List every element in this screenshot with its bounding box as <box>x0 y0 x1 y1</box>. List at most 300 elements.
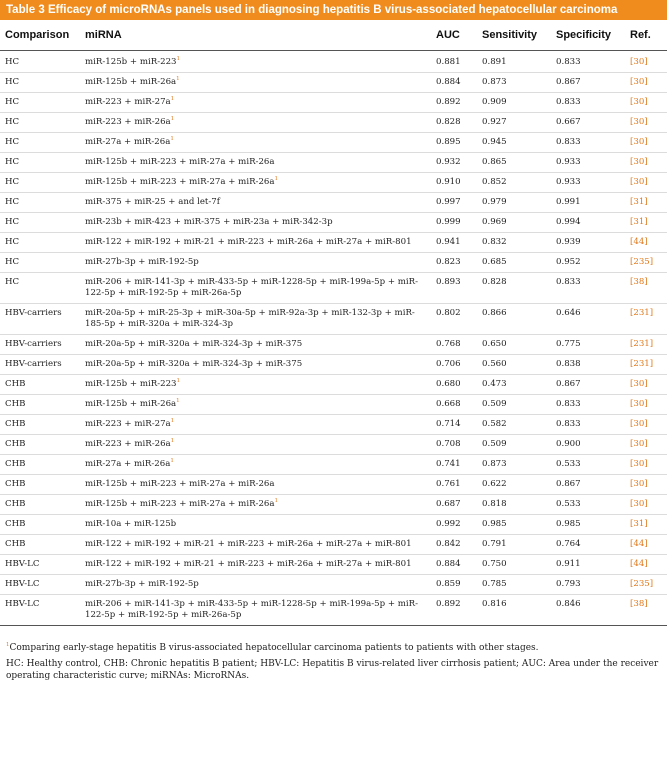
comparison-cell-text: HC <box>5 177 20 187</box>
ref-link[interactable] <box>625 435 667 455</box>
sensitivity-cell <box>477 73 551 93</box>
sensitivity-cell-text: 0.560 <box>482 359 507 369</box>
ref-link[interactable] <box>625 73 667 93</box>
sensitivity-cell <box>477 253 551 273</box>
efficacy-table <box>0 20 667 626</box>
ref-link[interactable] <box>625 173 667 193</box>
mirna-cell-text: miR-125b + miR-223 + miR-27a + miR-26a <box>85 177 275 187</box>
comparison-cell-text: HC <box>5 157 20 167</box>
auc-cell <box>431 415 477 435</box>
mirna-cell-text: miR-125b + miR-223 <box>85 379 177 389</box>
comparison-cell <box>0 375 80 395</box>
ref-link-text: [30] <box>630 177 648 187</box>
ref-link[interactable] <box>625 304 667 335</box>
sensitivity-cell-text: 0.979 <box>482 197 507 207</box>
auc-cell <box>431 113 477 133</box>
specificity-cell <box>551 595 625 626</box>
specificity-cell-text: 0.991 <box>556 197 581 207</box>
sensitivity-cell <box>477 555 551 575</box>
comparison-cell-text: HC <box>5 117 20 127</box>
ref-link-text: [30] <box>630 137 648 147</box>
comparison-cell <box>0 193 80 213</box>
table-row <box>0 575 667 595</box>
ref-link-text: [231] <box>630 308 654 318</box>
sensitivity-cell-text: 0.945 <box>482 137 507 147</box>
sensitivity-cell <box>477 435 551 455</box>
header-comparison: Comparison <box>0 20 80 51</box>
specificity-cell-text: 0.764 <box>556 539 581 549</box>
ref-link[interactable] <box>625 273 667 304</box>
mirna-cell-text: miR-27a + miR-26a <box>85 137 171 147</box>
sensitivity-cell-text: 0.866 <box>482 308 507 318</box>
auc-cell-text: 0.884 <box>436 77 461 87</box>
auc-cell <box>431 475 477 495</box>
specificity-cell-text: 0.867 <box>556 479 581 489</box>
sensitivity-cell <box>477 375 551 395</box>
auc-cell-text: 0.941 <box>436 237 461 247</box>
comparison-cell <box>0 335 80 355</box>
comparison-cell-text: CHB <box>5 539 26 549</box>
mirna-cell-text: miR-125b + miR-223 <box>85 57 177 67</box>
specificity-cell <box>551 475 625 495</box>
comparison-cell <box>0 233 80 253</box>
mirna-cell <box>80 133 431 153</box>
auc-cell <box>431 193 477 213</box>
sensitivity-cell <box>477 535 551 555</box>
auc-cell <box>431 233 477 253</box>
mirna-cell <box>80 435 431 455</box>
header-auc: AUC <box>431 20 477 51</box>
comparison-cell <box>0 273 80 304</box>
sensitivity-cell-text: 0.969 <box>482 217 507 227</box>
comparison-cell-text: HBV-LC <box>5 599 40 609</box>
sensitivity-cell-text: 0.828 <box>482 277 507 287</box>
specificity-cell <box>551 535 625 555</box>
mirna-cell <box>80 173 431 193</box>
specificity-cell-text: 0.793 <box>556 579 581 589</box>
table-row <box>0 93 667 113</box>
sensitivity-cell-text: 0.509 <box>482 399 507 409</box>
auc-cell-text: 0.828 <box>436 117 461 127</box>
comparison-cell-text: HBV-LC <box>5 579 40 589</box>
auc-cell-text: 0.881 <box>436 57 461 67</box>
mirna-cell <box>80 475 431 495</box>
mirna-cell <box>80 495 431 515</box>
ref-link[interactable] <box>625 555 667 575</box>
specificity-cell-text: 0.900 <box>556 439 581 449</box>
mirna-cell-text: miR-122 + miR-192 + miR-21 + miR-223 + miR-26a + miR-27a + miR-801 <box>85 539 412 549</box>
ref-link-text: [44] <box>630 559 648 569</box>
mirna-cell-text: miR-27a + miR-26a <box>85 459 171 469</box>
footnote-marker: 1 <box>176 76 180 83</box>
footnote-marker: 1 <box>176 56 181 63</box>
sensitivity-cell-text: 0.509 <box>482 439 507 449</box>
specificity-cell-text: 0.867 <box>556 379 581 389</box>
auc-cell <box>431 455 477 475</box>
specificity-cell-text: 0.646 <box>556 308 581 318</box>
ref-link[interactable] <box>625 355 667 375</box>
mirna-cell <box>80 595 431 626</box>
sensitivity-cell <box>477 475 551 495</box>
comparison-cell-text: CHB <box>5 419 26 429</box>
ref-link[interactable] <box>625 575 667 595</box>
comparison-cell <box>0 555 80 575</box>
comparison-cell <box>0 415 80 435</box>
mirna-cell-text: miR-27b-3p + miR-192-5p <box>85 257 199 267</box>
sensitivity-cell-text: 0.891 <box>482 57 507 67</box>
table-title: Table 3 Efficacy of microRNAs panels used in diagnosing hepatitis B virus-associated hepatocellular carcinoma <box>0 0 667 20</box>
auc-cell-text: 0.708 <box>436 439 461 449</box>
footnote-mark: 1 <box>6 642 10 648</box>
mirna-cell <box>80 515 431 535</box>
mirna-cell <box>80 213 431 233</box>
auc-cell <box>431 73 477 93</box>
mirna-cell-text: miR-375 + miR-25 + and let-7f <box>85 197 220 207</box>
ref-link-text: [44] <box>630 539 648 549</box>
table-row <box>0 335 667 355</box>
ref-link[interactable] <box>625 133 667 153</box>
comparison-cell <box>0 595 80 626</box>
specificity-cell-text: 0.533 <box>556 499 581 509</box>
specificity-cell <box>551 555 625 575</box>
comparison-cell <box>0 515 80 535</box>
ref-link[interactable] <box>625 51 667 73</box>
mirna-cell <box>80 113 431 133</box>
comparison-cell <box>0 495 80 515</box>
sensitivity-cell-text: 0.909 <box>482 97 507 107</box>
comparison-cell <box>0 455 80 475</box>
specificity-cell <box>551 395 625 415</box>
table-row <box>0 595 667 626</box>
sensitivity-cell <box>477 575 551 595</box>
specificity-cell <box>551 193 625 213</box>
comparison-cell-text: CHB <box>5 399 26 409</box>
table-row <box>0 515 667 535</box>
table-row <box>0 73 667 93</box>
table-row <box>0 253 667 273</box>
ref-link[interactable] <box>625 515 667 535</box>
comparison-cell-text: CHB <box>5 459 26 469</box>
ref-link-text: [30] <box>630 479 648 489</box>
specificity-cell-text: 0.833 <box>556 137 581 147</box>
ref-link[interactable] <box>625 415 667 435</box>
comparison-cell <box>0 395 80 415</box>
mirna-cell <box>80 253 431 273</box>
specificity-cell-text: 0.533 <box>556 459 581 469</box>
ref-link[interactable] <box>625 253 667 273</box>
mirna-cell-text: miR-27b-3p + miR-192-5p <box>85 579 199 589</box>
sensitivity-cell-text: 0.873 <box>482 459 507 469</box>
mirna-cell-text: miR-125b + miR-223 + miR-27a + miR-26a <box>85 479 275 489</box>
specificity-cell <box>551 153 625 173</box>
specificity-cell <box>551 575 625 595</box>
auc-cell-text: 0.741 <box>436 459 461 469</box>
table-row <box>0 555 667 575</box>
ref-link-text: [44] <box>630 237 648 247</box>
comparison-cell <box>0 253 80 273</box>
ref-link-text: [30] <box>630 459 648 469</box>
sensitivity-cell <box>477 51 551 73</box>
comparison-cell <box>0 113 80 133</box>
ref-link-text: [30] <box>630 117 648 127</box>
sensitivity-cell-text: 0.816 <box>482 599 507 609</box>
auc-cell-text: 0.680 <box>436 379 461 389</box>
mirna-cell-text: miR-122 + miR-192 + miR-21 + miR-223 + miR-26a + miR-27a + miR-801 <box>85 559 412 569</box>
ref-link[interactable] <box>625 495 667 515</box>
auc-cell-text: 0.668 <box>436 399 461 409</box>
ref-link[interactable] <box>625 455 667 475</box>
specificity-cell <box>551 73 625 93</box>
auc-cell-text: 0.859 <box>436 579 461 589</box>
auc-cell <box>431 395 477 415</box>
comparison-cell <box>0 173 80 193</box>
sensitivity-cell <box>477 304 551 335</box>
auc-cell-text: 0.768 <box>436 339 461 349</box>
ref-link[interactable] <box>625 193 667 213</box>
mirna-cell <box>80 273 431 304</box>
ref-link-text: [30] <box>630 399 648 409</box>
auc-cell-text: 0.893 <box>436 277 461 287</box>
sensitivity-cell-text: 0.582 <box>482 419 507 429</box>
auc-cell <box>431 535 477 555</box>
auc-cell <box>431 304 477 335</box>
sensitivity-cell-text: 0.791 <box>482 539 507 549</box>
auc-cell <box>431 51 477 73</box>
specificity-cell-text: 0.833 <box>556 399 581 409</box>
auc-cell <box>431 355 477 375</box>
mirna-cell-text: miR-20a-5p + miR-320a + miR-324-3p + miR-375 <box>85 339 303 349</box>
specificity-cell-text: 0.867 <box>556 77 581 87</box>
auc-cell-text: 0.892 <box>436 599 461 609</box>
sensitivity-cell <box>477 113 551 133</box>
abbreviations-note: HC: Healthy control, CHB: Chronic hepatitis B patient; HBV-LC: Hepatitis B virus-related liver cirrhosis patient; AUC: Area under the receiver operating characteristic curve; miRNAs: MicroRNAs. <box>6 658 659 681</box>
comparison-cell <box>0 93 80 113</box>
mirna-cell <box>80 233 431 253</box>
sensitivity-cell <box>477 515 551 535</box>
ref-link[interactable] <box>625 595 667 626</box>
auc-cell <box>431 575 477 595</box>
sensitivity-cell-text: 0.622 <box>482 479 507 489</box>
auc-cell-text: 0.884 <box>436 559 461 569</box>
sensitivity-cell-text: 0.818 <box>482 499 507 509</box>
table-row <box>0 193 667 213</box>
comparison-cell-text: HC <box>5 77 20 87</box>
ref-link[interactable] <box>625 153 667 173</box>
ref-link-text: [30] <box>630 57 648 67</box>
comparison-cell-text: HBV-carriers <box>5 339 62 349</box>
specificity-cell <box>551 455 625 475</box>
table-row <box>0 415 667 435</box>
specificity-cell-text: 0.667 <box>556 117 581 127</box>
specificity-cell-text: 0.833 <box>556 57 581 67</box>
auc-cell <box>431 335 477 355</box>
mirna-cell-text: miR-223 + miR-27a <box>85 97 171 107</box>
ref-link[interactable] <box>625 233 667 253</box>
table-row <box>0 113 667 133</box>
specificity-cell <box>551 355 625 375</box>
comparison-cell <box>0 153 80 173</box>
sensitivity-cell <box>477 273 551 304</box>
table-row <box>0 475 667 495</box>
mirna-cell-text: miR-10a + miR-125b <box>85 519 177 529</box>
specificity-cell <box>551 253 625 273</box>
ref-link[interactable] <box>625 395 667 415</box>
mirna-cell <box>80 51 431 73</box>
sensitivity-cell-text: 0.873 <box>482 77 507 87</box>
auc-cell <box>431 213 477 233</box>
ref-link-text: [38] <box>630 599 648 609</box>
footnote-marker: 1 <box>170 438 175 445</box>
auc-cell <box>431 173 477 193</box>
ref-link-text: [38] <box>630 277 648 287</box>
sensitivity-cell-text: 0.650 <box>482 339 507 349</box>
specificity-cell-text: 0.833 <box>556 277 581 287</box>
specificity-cell-text: 0.994 <box>556 217 581 227</box>
table-row <box>0 273 667 304</box>
comparison-cell-text: HBV-carriers <box>5 308 62 318</box>
comparison-cell-text: CHB <box>5 499 26 509</box>
auc-cell-text: 0.802 <box>436 308 461 318</box>
sensitivity-cell <box>477 233 551 253</box>
sensitivity-cell <box>477 173 551 193</box>
mirna-cell-text: miR-23b + miR-423 + miR-375 + miR-23a + miR-342-3p <box>85 217 333 227</box>
auc-cell-text: 0.714 <box>436 419 461 429</box>
mirna-cell <box>80 575 431 595</box>
sensitivity-cell <box>477 153 551 173</box>
table-row <box>0 495 667 515</box>
table-row <box>0 153 667 173</box>
specificity-cell <box>551 375 625 395</box>
comparison-cell-text: HC <box>5 197 20 207</box>
auc-cell-text: 0.892 <box>436 97 461 107</box>
ref-link[interactable] <box>625 475 667 495</box>
sensitivity-cell-text: 0.785 <box>482 579 507 589</box>
specificity-cell-text: 0.985 <box>556 519 581 529</box>
ref-link[interactable] <box>625 335 667 355</box>
specificity-cell-text: 0.911 <box>556 559 581 569</box>
table-row <box>0 395 667 415</box>
ref-link-text: [30] <box>630 419 648 429</box>
specificity-cell <box>551 435 625 455</box>
auc-cell-text: 0.706 <box>436 359 461 369</box>
auc-cell <box>431 595 477 626</box>
comparison-cell-text: HC <box>5 97 20 107</box>
header-ref: Ref. <box>625 20 667 51</box>
footnote-1-text: Comparing early-stage hepatitis B virus-associated hepatocellular carcinoma patients to patients with other stages. <box>9 643 539 653</box>
mirna-cell-text: miR-125b + miR-223 + miR-27a + miR-26a <box>85 157 275 167</box>
specificity-cell <box>551 335 625 355</box>
auc-cell-text: 0.999 <box>436 217 461 227</box>
mirna-cell <box>80 355 431 375</box>
specificity-cell-text: 0.775 <box>556 339 581 349</box>
comparison-cell-text: CHB <box>5 479 26 489</box>
mirna-cell <box>80 73 431 93</box>
mirna-cell <box>80 93 431 113</box>
sensitivity-cell <box>477 395 551 415</box>
mirna-cell-text: miR-20a-5p + miR-25-3p + miR-30a-5p + miR-92a-3p + miR-132-3p + miR-185-5p + miR-320a + miR-324-3p <box>85 308 415 329</box>
specificity-cell-text: 0.933 <box>556 157 581 167</box>
table-row <box>0 213 667 233</box>
mirna-cell <box>80 193 431 213</box>
ref-link-text: [31] <box>630 197 648 207</box>
sensitivity-cell <box>477 133 551 153</box>
comparison-cell-text: HC <box>5 257 20 267</box>
auc-cell-text: 0.687 <box>436 499 461 509</box>
ref-link[interactable] <box>625 93 667 113</box>
sensitivity-cell <box>477 415 551 435</box>
table-row <box>0 304 667 335</box>
comparison-cell <box>0 575 80 595</box>
mirna-cell-text: miR-223 + miR-26a <box>85 439 171 449</box>
table-row <box>0 173 667 193</box>
header-row <box>0 20 667 51</box>
specificity-cell-text: 0.838 <box>556 359 581 369</box>
auc-cell-text: 0.932 <box>436 157 461 167</box>
mirna-cell-text: miR-125b + miR-26a <box>85 77 177 87</box>
specificity-cell <box>551 93 625 113</box>
auc-cell <box>431 515 477 535</box>
ref-link-text: [30] <box>630 499 648 509</box>
mirna-cell <box>80 375 431 395</box>
comparison-cell-text: CHB <box>5 439 26 449</box>
comparison-cell-text: CHB <box>5 519 26 529</box>
auc-cell <box>431 555 477 575</box>
specificity-cell <box>551 133 625 153</box>
sensitivity-cell-text: 0.865 <box>482 157 507 167</box>
mirna-cell <box>80 304 431 335</box>
sensitivity-cell-text: 0.985 <box>482 519 507 529</box>
comparison-cell <box>0 435 80 455</box>
footnote-marker: 1 <box>274 498 279 505</box>
sensitivity-cell <box>477 193 551 213</box>
table-row <box>0 51 667 73</box>
specificity-cell <box>551 113 625 133</box>
ref-link-text: [30] <box>630 439 648 449</box>
sensitivity-cell-text: 0.750 <box>482 559 507 569</box>
sensitivity-cell <box>477 93 551 113</box>
specificity-cell <box>551 515 625 535</box>
footnote-marker: 1 <box>170 116 175 123</box>
table-row <box>0 233 667 253</box>
ref-link-text: [30] <box>630 77 648 87</box>
ref-link[interactable] <box>625 535 667 555</box>
mirna-cell <box>80 415 431 435</box>
comparison-cell-text: HBV-LC <box>5 559 40 569</box>
table-footnotes <box>0 626 667 683</box>
sensitivity-cell <box>477 455 551 475</box>
mirna-cell-text: miR-122 + miR-192 + miR-21 + miR-223 + miR-26a + miR-27a + miR-801 <box>85 237 412 247</box>
comparison-cell-text: HC <box>5 237 20 247</box>
mirna-cell-text: miR-125b + miR-223 + miR-27a + miR-26a <box>85 499 275 509</box>
specificity-cell-text: 0.933 <box>556 177 581 187</box>
comparison-cell-text: HC <box>5 217 20 227</box>
mirna-cell-text: miR-125b + miR-26a <box>85 399 177 409</box>
ref-link[interactable] <box>625 375 667 395</box>
table-body <box>0 51 667 626</box>
header-sensitivity: Sensitivity <box>477 20 551 51</box>
ref-link[interactable] <box>625 213 667 233</box>
specificity-cell-text: 0.846 <box>556 599 581 609</box>
specificity-cell <box>551 173 625 193</box>
specificity-cell <box>551 233 625 253</box>
comparison-cell <box>0 355 80 375</box>
ref-link-text: [235] <box>630 257 654 267</box>
comparison-cell <box>0 475 80 495</box>
footnote-marker: 1 <box>170 96 175 103</box>
comparison-cell-text: HC <box>5 57 20 67</box>
ref-link[interactable] <box>625 113 667 133</box>
table-row <box>0 435 667 455</box>
